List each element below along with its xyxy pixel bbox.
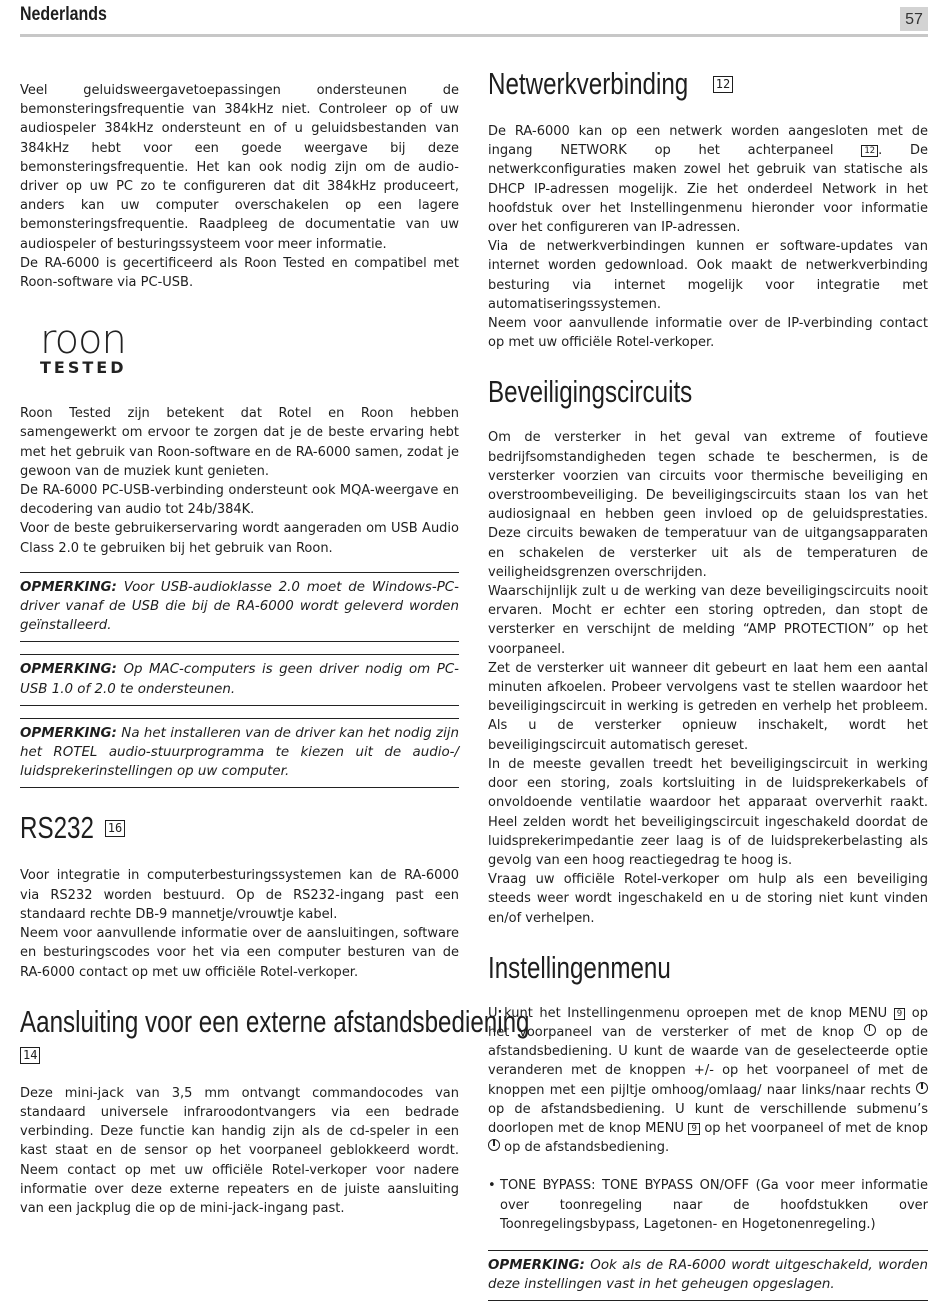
power-button-icon — [916, 1082, 928, 1094]
note-text: Ook als de RA-6000 wordt uitgeschakeld, worden deze instellingen vast in het geheugen opgeslagen. — [488, 1257, 928, 1293]
roon-tested-logo — [40, 317, 459, 380]
text: op het voorpaneel of met de knop — [704, 1120, 929, 1136]
paragraph-roon-certified: De RA-6000 is gecertificeerd als Roon Tested en compatibel met Roon-software via PC-USB. — [20, 255, 459, 291]
section-title-external-remote: Aansluiting voor een externe afstandsbediening — [20, 1003, 530, 1039]
text: op de afstandsbediening. U kunt de waarde van de geselecteerde optie veranderen met de knoppen +/- op het voorpaneel of met de knoppen met een pijltje omhoog/omlaag/ naar links/naar rechts — [488, 1024, 928, 1098]
note-text: Voor USB-audioklasse 2.0 moet de Windows-PC-driver vanaf de USB die bij de RA-6000 wordt geleverd worden geïnstalleerd. — [20, 579, 459, 634]
note-label: OPMERKING: — [20, 662, 117, 678]
reference-number: 9 — [688, 1123, 699, 1135]
paragraph-network-info: Neem voor aanvullende informatie over de IP-verbinding contact op met uw officiële Rotel-verkoper. — [488, 316, 928, 351]
section-title-protection: Beveiligingscircuits — [488, 374, 693, 410]
roon-logo-tested: TESTED — [40, 358, 127, 378]
text: U kunt het Instellingenmenu oproepen met de knop MENU — [488, 1005, 888, 1021]
list-item — [488, 1176, 928, 1234]
paragraph-rs232-info: Neem voor aanvullende informatie over de aansluitingen, software en besturingscodes voor het via een computer besturen van de RA-6000 contact op met uw officiële Rotel-verkoper. — [20, 926, 459, 980]
rs232-heading — [20, 810, 459, 846]
text: . De netwerkconfiguraties maken zowel het gebruik van statische als DHCP IP-adressen mogelijk. Zie het onderdeel Network in het hoofdstuk over het Instellingenmenu hieronder voor informatie over het configureren van IP-adressen. — [488, 143, 929, 236]
note-box — [20, 718, 459, 789]
paragraph-protection-3: Zet de versterker uit wanneer dit gebeurt en laat hem een aantal minuten afkoelen. Probeer vervolgens vast te stellen waardoor het beveiligingscircuit in werking is getreden en verhelp het probleem. Als u de versterker opnieuw inschakelt, wordt het beveiligingscircuit automatisch gereset. — [488, 660, 928, 753]
page-number: 57 — [900, 7, 928, 31]
section-title: RS232 — [20, 810, 94, 846]
right-column — [488, 62, 928, 1301]
roon-logo-word: roon — [40, 317, 126, 364]
paragraph-usb-audio-class: Voor de beste gebruikerservaring wordt aangeraden om USB Audio Class 2.0 te gebruiken bij het gebruik van Roon. — [20, 521, 459, 556]
note-box — [488, 1250, 928, 1301]
paragraph-mqa: De RA-6000 PC-USB-verbinding ondersteunt ook MQA-weergave en decodering van audio tot 24b/384K. — [20, 483, 459, 518]
text: op het voorpaneel van de versterker of met de knop — [488, 1005, 928, 1040]
paragraph-protection-1: Om de versterker in het geval van extreme of foutieve bedrijfsomstandigheden tegen schade te beschermen, is de versterker voorzien van circuits voor thermische beveiliging en overstroombeveiliging. De beveiligingscircuits staan los van het audiosignaal en hebben geen invloed op de geluidsprestaties. Deze circuits bewaken de temperatuur van de uitgangsapparaten en schakelen de versterker uit als de temperaturen de veiligheidsgrenzen overschrijden. — [488, 430, 928, 580]
note-label: OPMERKING: — [488, 1257, 585, 1273]
reference-number: 12 — [861, 145, 878, 157]
note-box — [20, 572, 459, 643]
note-text: Na het installeren van de driver kan het nodig zijn het ROTEL audio-stuurprogramma te kiezen uit de audio-/ luidsprekerinstellingen op uw computer. — [20, 725, 459, 780]
language-label: Nederlands — [20, 4, 107, 25]
reference-number: 9 — [894, 1008, 905, 1020]
text: op de afstandsbediening. — [504, 1140, 670, 1156]
paragraph-network — [488, 122, 928, 237]
paragraph-protection-4: In de meeste gevallen treedt het beveiligingscircuit in werking door een storing, zoals kortsluiting in de luidsprekerkabels of onvoldoende ventilatie waardoor het apparaat oververhit raakt. Heel zelden wordt het beveiligingscircuit ingeschakeld doordat de luidsprekerimpedantie zeer laag is of de luidsprekerbelasting als gevolg van een hoog reactiegedrag te hoog is. — [488, 756, 928, 868]
bullet-icon: • — [488, 1178, 496, 1194]
reference-number: 16 — [105, 820, 125, 837]
paragraph-protection-2: Waarschijnlijk zult u de werking van deze beveiligingscircuits nooit ervaren. Mocht er echter een storing optreden, dan stopt de versterker en verschijnt de melding “AMP PROTECTION” op het voorpaneel. — [488, 584, 928, 657]
paragraph-settings-menu — [488, 1004, 928, 1158]
bullet-text: TONE BYPASS: TONE BYPASS ON/OFF (Ga voor meer informatie over toonregeling naar de hoofdstukken over Toonregelingsbypass, Lagetonen- en Hogetonenregeling.) — [500, 1178, 928, 1232]
page-header — [20, 0, 928, 37]
text: De RA-6000 kan op een netwerk worden aangesloten met de ingang NETWORK op het achterpaneel — [488, 124, 928, 159]
section-title-settings-menu: Instellingenmenu — [488, 949, 671, 985]
paragraph-roon-tested: Roon Tested zijn betekent dat Rotel en Roon hebben samengewerkt om ervoor te zorgen dat je de beste ervaring hebt met het gebruik van Roon-software en de RA-6000 samen, zodat je gewoon van de muziek kunt genieten. — [20, 406, 459, 479]
reference-number: 14 — [20, 1047, 40, 1064]
section-title: Netwerkverbinding — [488, 66, 689, 101]
paragraph-rs232: Voor integratie in computerbesturingssystemen kan de RA-6000 via RS232 worden bestuurd. Op de RS232-ingang past een standaard rechte DB-9 mannetje/vrouwtje kabel. — [20, 868, 459, 922]
note-label: OPMERKING: — [20, 725, 117, 741]
power-button-icon — [864, 1024, 876, 1036]
paragraph-protection-5: Vraag uw officiële Rotel-verkoper om hulp als een beveiliging steeds weer wordt ingeschakeld en u de storing niet kunt vinden en/of verhelpen. — [488, 872, 928, 926]
text: op de afstandsbediening. U kunt de verschillende submenu’s doorlopen met de knop MENU — [488, 1101, 928, 1136]
note-box — [20, 654, 459, 705]
paragraph-network-updates: Via de netwerkverbindingen kunnen er software-updates van internet worden gedownload. Ook maakt de netwerkverbinding besturing via internet mogelijk voor integratie met automatiseringssystemen. — [488, 239, 928, 312]
network-heading — [488, 66, 928, 102]
power-button-icon — [488, 1139, 500, 1151]
paragraph-384khz: Veel geluidsweergavetoepassingen ondersteunen de bemonsteringsfrequentie van 384kHz niet. Controleer op of uw audiospeler 384kHz ondersteunt en of u geluidsbestanden van 384kHz hebt voor een goede weergave bij deze bemonsteringsfrequentie. Het kan ook nodig zijn om de audio-driver op uw PC zo te configureren dat dit 384kHz produceert, anders kan uw computer overschakelen op een lagere bemonsteringsfrequentie. Raadpleeg de documentatie van uw audiospeler of besturingssysteem voor meer informatie. — [20, 83, 459, 252]
note-text: Op MAC-computers is geen driver nodig om PC-USB 1.0 of 2.0 te ondersteunen. — [20, 662, 460, 697]
left-column — [20, 62, 530, 1218]
note-label: OPMERKING: — [20, 579, 117, 595]
paragraph-mini-jack: Deze mini-jack van 3,5 mm ontvangt commandocodes van standaard universele infraroodontvangers via een bedrade verbinding. Deze functie kan handig zijn als de cd-speler in een kast staat en de sensor op het voorpaneel geblokkeerd wordt. Neem contact op met uw officiële Rotel-verkoper voor nadere informatie over deze externe repeaters en de juiste aansluiting van een jackplug die op de mini-jack-ingang past. — [20, 1085, 459, 1216]
reference-number: 12 — [713, 76, 733, 93]
